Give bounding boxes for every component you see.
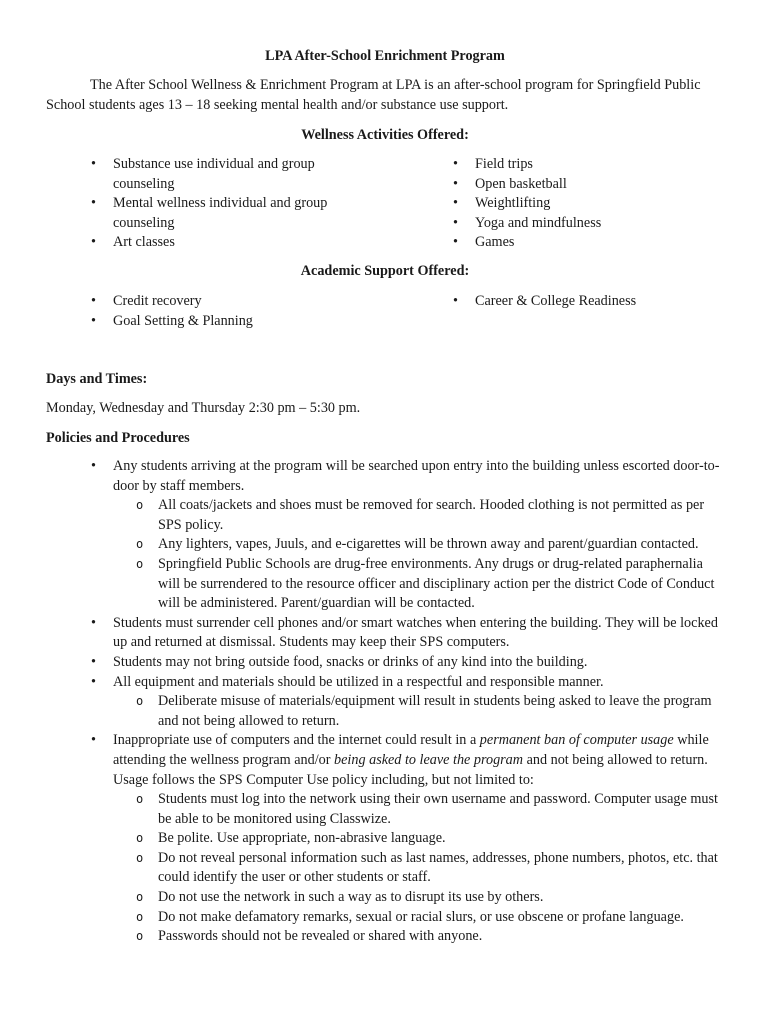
policy-subitem: o Do not reveal personal information such as last names, addresses, phone numbers, photos, etc. that could identify the user or other students or staff. (158, 849, 728, 888)
academic-list-right (475, 292, 735, 312)
policy-item (113, 457, 728, 614)
policy-emphasis: being asked to leave the program (334, 751, 524, 768)
list-item: • Substance use individual and group counseling (113, 155, 363, 194)
policy-subitem: o Springfield Public Schools are drug-free environments. Any drugs or drug-related paraphernalia will be surrendered to the resource officer and disciplinary action per the district Code of Conduct will be administered. Parent/guardian will be contacted. (158, 555, 728, 614)
wellness-heading: Wellness Activities Offered: (301, 127, 469, 143)
policies-heading: Policies and Procedures (46, 430, 190, 446)
intro-paragraph (46, 76, 726, 115)
academic-heading: Academic Support Offered: (300, 263, 470, 279)
policies-list (113, 457, 728, 947)
policy-subitem: o Any lighters, vapes, Juuls, and e-cigarettes will be thrown away and parent/guardian contacted. (158, 535, 728, 555)
days-text: Monday, Wednesday and Thursday 2:30 pm – 5:30 pm. (46, 400, 361, 416)
list-item: • Games (475, 233, 735, 253)
policy-text-part: and not being allowed to return. Usage follows the SPS Computer Use policy including, but not limited to: (113, 751, 708, 788)
policy-subitem: o Do not use the network in such a way as to disrupt its use by others. (158, 888, 728, 908)
policy-item (113, 731, 728, 947)
list-item: • Credit recovery (113, 292, 363, 312)
policy-subitem: o Deliberate misuse of materials/equipment will result in students being asked to leave the program and not being allowed to return. (158, 692, 728, 731)
list-item: • Art classes (113, 233, 363, 253)
policy-sublist (158, 692, 728, 731)
policy-text: Any students arriving at the program will be searched upon entry into the building unless escorted door-to-door by staff members. (113, 458, 720, 494)
policy-emphasis: permanent ban of computer usage (479, 732, 674, 749)
policy-item (113, 614, 728, 653)
academic-list-left (113, 292, 363, 331)
policy-text: Students must surrender cell phones and/or smart watches when entering the building. They will be locked up and returned at dismissal. Students may keep their SPS computers. (113, 614, 718, 651)
policy-subitem: o Passwords should not be revealed or shared with anyone. (158, 927, 728, 947)
document-title: LPA After-School Enrichment Program (265, 48, 505, 64)
policy-subitem: o All coats/jackets and shoes must be removed for search. Hooded clothing is not permitted as per SPS policy. (158, 496, 728, 535)
wellness-list-right (475, 155, 735, 253)
list-item: • Yoga and mindfulness (475, 214, 735, 234)
policy-text: All equipment and materials should be utilized in a respectful and responsible manner. (113, 673, 604, 690)
policy-subitem: o Be polite. Use appropriate, non-abrasive language. (158, 829, 728, 849)
list-item: • Open basketball (475, 175, 735, 195)
policy-item (113, 653, 728, 673)
list-item: • Weightlifting (475, 194, 735, 214)
list-item: • Career & College Readiness (475, 292, 735, 312)
policy-text: Students may not bring outside food, snacks or drinks of any kind into the building. (113, 653, 588, 670)
policy-text-part: Inappropriate use of computers and the internet could result in a (113, 732, 480, 749)
policy-subitem: o Do not make defamatory remarks, sexual or racial slurs, or use obscene or profane language. (158, 908, 728, 928)
wellness-list-left (113, 155, 363, 253)
intro-text: The After School Wellness & Enrichment Program at LPA is an after-school program for Springfield Public School students ages 13 – 18 seeking mental health and/or substance use support. (46, 77, 701, 113)
policy-sublist (158, 496, 728, 614)
policy-item (113, 673, 728, 732)
policy-text-part: while attending the wellness program and/or (113, 732, 709, 768)
days-heading: Days and Times: (46, 371, 148, 387)
policy-sublist (158, 790, 728, 947)
list-item: • Goal Setting & Planning (113, 312, 363, 332)
list-item: • Mental wellness individual and group counseling (113, 194, 363, 233)
policy-subitem: o Students must log into the network using their own username and password. Computer usage must be able to be monitored using Classwize. (158, 790, 728, 829)
list-item: • Field trips (475, 155, 735, 175)
